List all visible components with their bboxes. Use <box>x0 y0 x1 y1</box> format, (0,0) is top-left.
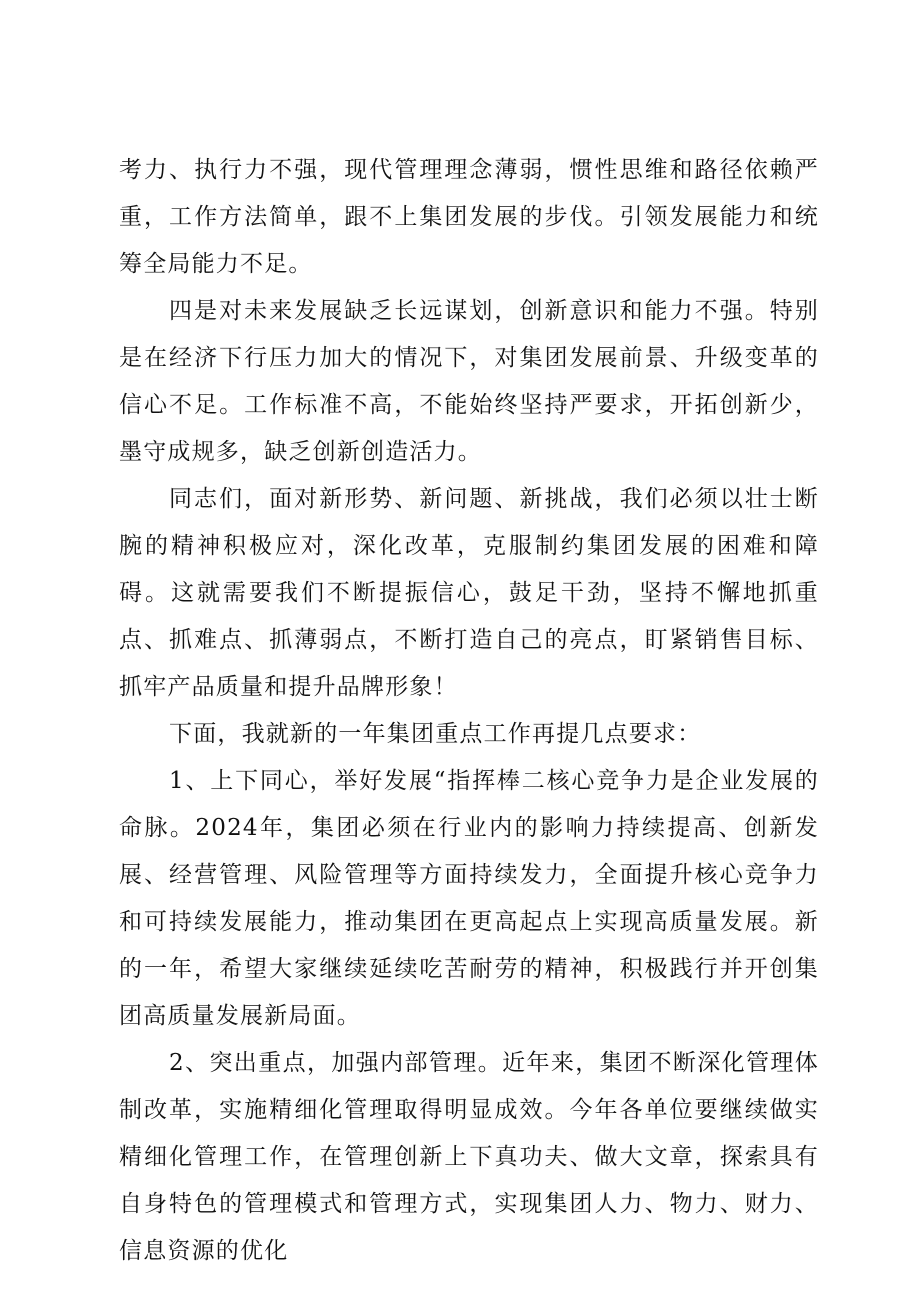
paragraph-item-1: 1、上下同心，举好发展“指挥棒二核心竞争力是企业发展的命脉。2024年，集团必须在行业内的影响力持续提高、创新发展、经营管理、风险管理等方面持续发力，全面提升核心竞争力和可持续发展能力，推动集团在更高起点上实现高质量发展。新的一年，希望大家继续延续吃苦耐劳的精神，积极践行并开创集团高质量发展新局面。 <box>119 768 819 1029</box>
document-body <box>119 147 819 1275</box>
paragraph-fourth-point: 四是对未来发展缺乏长远谋划，创新意识和能力不强。特别是在经济下行压力加大的情况下，对集团发展前景、升级变革的信心不足。工作标准不高，不能始终坚持严要求，开拓创新少，墨守成规多，缺乏创新创造活力。 <box>119 298 819 465</box>
paragraph-continued: 考力、执行力不强，现代管理理念薄弱，惯性思维和路径依赖严重，工作方法简单，跟不上集团发展的步伐。引领发展能力和统筹全局能力不足。 <box>119 157 819 277</box>
paragraph-item-2: 2、突出重点，加强内部管理。近年来，集团不断深化管理体制改革，实施精细化管理取得明显成效。今年各单位要继续做实精细化管理工作，在管理创新上下真功夫、做大文章，探索具有自身特色的管理模式和管理方式，实现集团人力、物力、财力、信息资源的优化 <box>119 1050 819 1264</box>
paragraph-requirements-intro: 下面，我就新的一年集团重点工作再提几点要求： <box>169 721 702 747</box>
paragraph-comrades: 同志们，面对新形势、新问题、新挑战，我们必须以壮士断腕的精神积极应对，深化改革，克服制约集团发展的困难和障碍。这就需要我们不断提振信心，鼓足干劲，坚持不懈地抓重点、抓难点、抓薄弱点，不断打造自己的亮点，盯紧销售目标、抓牢产品质量和提升品牌形象！ <box>119 486 819 700</box>
